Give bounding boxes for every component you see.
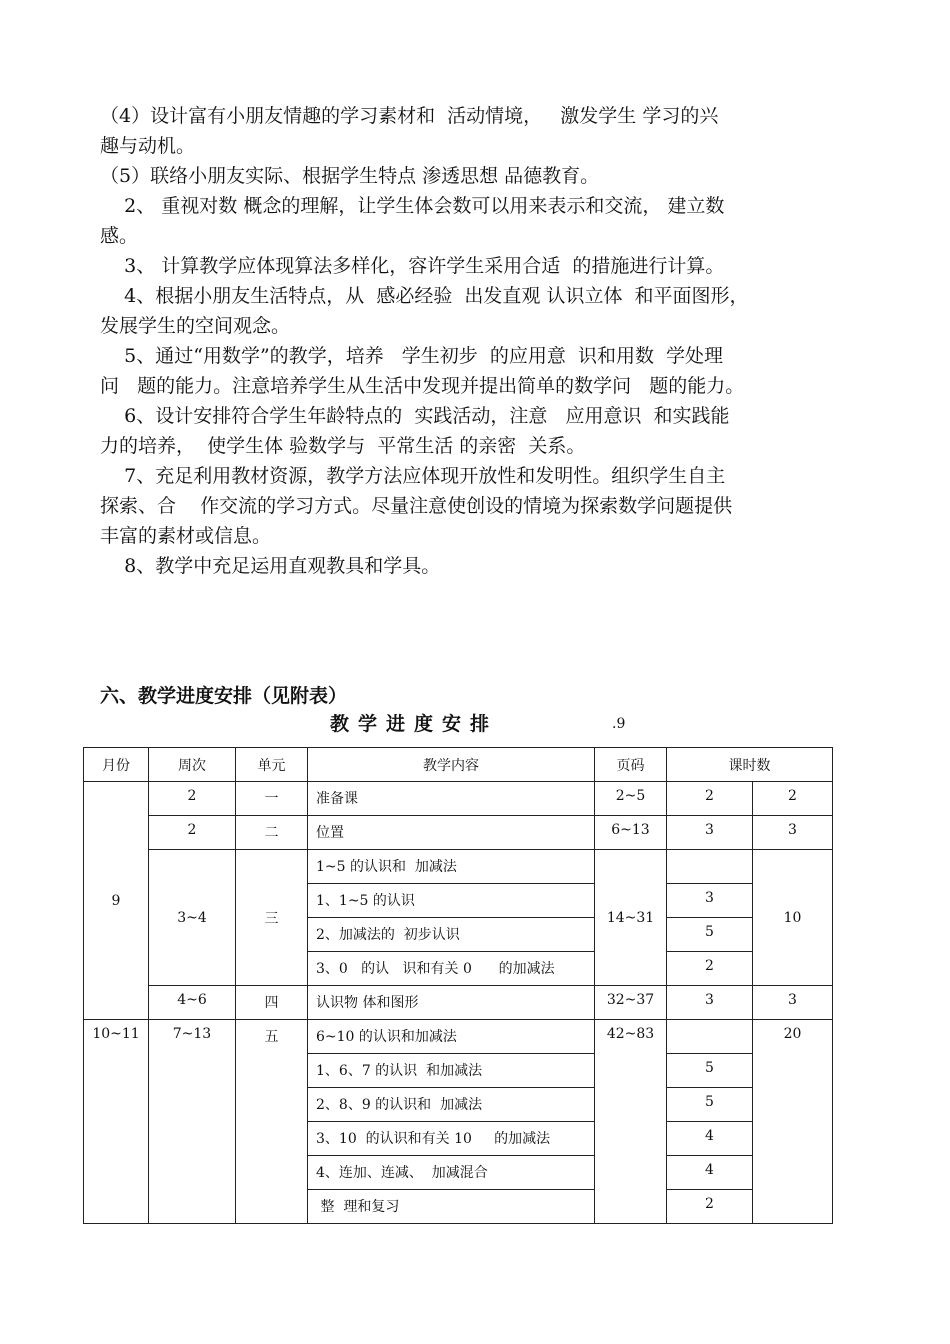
content-cell: 2、加减法的 初步认识	[308, 918, 595, 952]
week-cell: 3~4	[149, 850, 236, 986]
week-cell: 2	[149, 816, 236, 850]
content-cell: 整 理和复习	[308, 1190, 595, 1224]
content-cell: 3、10 的认识和有关 10 的加减法	[308, 1122, 595, 1156]
paragraph-point-3: 3、 计算教学应体现算法多样化，容许学生采用合适 的措施进行计算。	[100, 255, 725, 277]
header-month: 月份	[84, 748, 149, 782]
unit-cell: 一	[236, 782, 308, 816]
week-cell: 2	[149, 782, 236, 816]
pages-cell: 6~13	[595, 816, 667, 850]
hours-cell: 4	[667, 1156, 753, 1190]
table-row	[84, 850, 833, 884]
paragraph-point-7: 7、充足利用教材资源，教学方法应体现开放性和发明性。组织学生自主 探索、合 作交流的学习方式。尽量注意使创设的情境为探索数学问题提供 丰富的素材或信息。	[100, 465, 733, 547]
pages-cell: 2~5	[595, 782, 667, 816]
hours-cell: 2	[667, 952, 753, 986]
content-cell: 位置	[308, 816, 595, 850]
table-row	[84, 782, 833, 816]
content-cell: 1~5 的认识和 加减法	[308, 850, 595, 884]
header-hours: 课时数	[667, 748, 833, 782]
total-hours-cell: 10	[753, 850, 833, 986]
unit-cell: 三	[236, 850, 308, 986]
table-title: 教学进度安排	[330, 713, 499, 735]
content-cell: 2、8、9 的认识和 加减法	[308, 1088, 595, 1122]
hours-cell: 3	[667, 986, 753, 1020]
pages-cell: 32~37	[595, 986, 667, 1020]
header-week: 周次	[149, 748, 236, 782]
hours-cell	[667, 1020, 753, 1054]
content-cell: 准备课	[308, 782, 595, 816]
content-cell: 1、1~5 的认识	[308, 884, 595, 918]
header-unit: 单元	[236, 748, 308, 782]
table-row	[84, 986, 833, 1020]
content-cell: 认识物 体和图形	[308, 986, 595, 1020]
content-cell: 6~10 的认识和加减法	[308, 1020, 595, 1054]
hours-cell: 2	[667, 1190, 753, 1224]
header-pages: 页码	[595, 748, 667, 782]
paragraph-item-5: （5）联络小朋友实际、根据学生特点 渗透思想 品德教育。	[100, 165, 600, 187]
hours-cell: 2	[667, 782, 753, 816]
pages-cell: 42~83	[595, 1020, 667, 1224]
hours-cell: 5	[667, 1088, 753, 1122]
hours-cell	[667, 850, 753, 884]
paragraph-point-5: 5、通过“用数学”的教学，培养 学生初步 的应用意 识和用数 学处理 问 题的能力。注意培养学生从生活中发现并提出简单的数学问 题的能力。	[100, 345, 745, 397]
table-note: .9	[612, 716, 626, 732]
header-content: 教学内容	[308, 748, 595, 782]
paragraph-item-4: （4）设计富有小朋友情趣的学习素材和 活动情境， 激发学生 学习的兴 趣与动机。	[100, 105, 719, 157]
section-title: 六、教学进度安排（见附表）	[100, 685, 348, 707]
pages-cell: 14~31	[595, 850, 667, 986]
paragraph-point-8: 8、教学中充足运用直观教具和学具。	[100, 555, 441, 577]
table-header-row	[84, 748, 833, 782]
month-cell: 9	[84, 782, 149, 1020]
total-hours-cell: 2	[753, 782, 833, 816]
total-hours-cell: 3	[753, 986, 833, 1020]
week-cell: 4~6	[149, 986, 236, 1020]
paragraph-point-2: 2、 重视对数 概念的理解，让学生体会数可以用来表示和交流， 建立数 感。	[100, 195, 725, 247]
total-hours-cell: 20	[753, 1020, 833, 1224]
week-cell: 7~13	[149, 1020, 236, 1224]
unit-cell: 四	[236, 986, 308, 1020]
hours-cell: 3	[667, 816, 753, 850]
unit-cell: 五	[236, 1020, 308, 1224]
hours-cell: 5	[667, 918, 753, 952]
table-row	[84, 816, 833, 850]
table-row	[84, 1020, 833, 1054]
content-cell: 4、连加、连减、 加减混合	[308, 1156, 595, 1190]
schedule-table	[83, 747, 833, 1224]
content-cell: 1、6、7 的认识 和加减法	[308, 1054, 595, 1088]
month-cell: 10~11	[84, 1020, 149, 1224]
hours-cell: 3	[667, 884, 753, 918]
hours-cell: 4	[667, 1122, 753, 1156]
paragraph-point-4: 4、根据小朋友生活特点，从 感必经验 出发直观 认识立体 和平面图形， 发展学生的空间观念。	[100, 285, 749, 337]
paragraph-point-6: 6、设计安排符合学生年龄特点的 实践活动，注意 应用意识 和实践能 力的培养， 使学生体 验数学与 平常生活 的亲密 关系。	[100, 405, 730, 457]
unit-cell: 二	[236, 816, 308, 850]
hours-cell: 5	[667, 1054, 753, 1088]
content-cell: 3、0 的认 识和有关 0 的加减法	[308, 952, 595, 986]
total-hours-cell: 3	[753, 816, 833, 850]
